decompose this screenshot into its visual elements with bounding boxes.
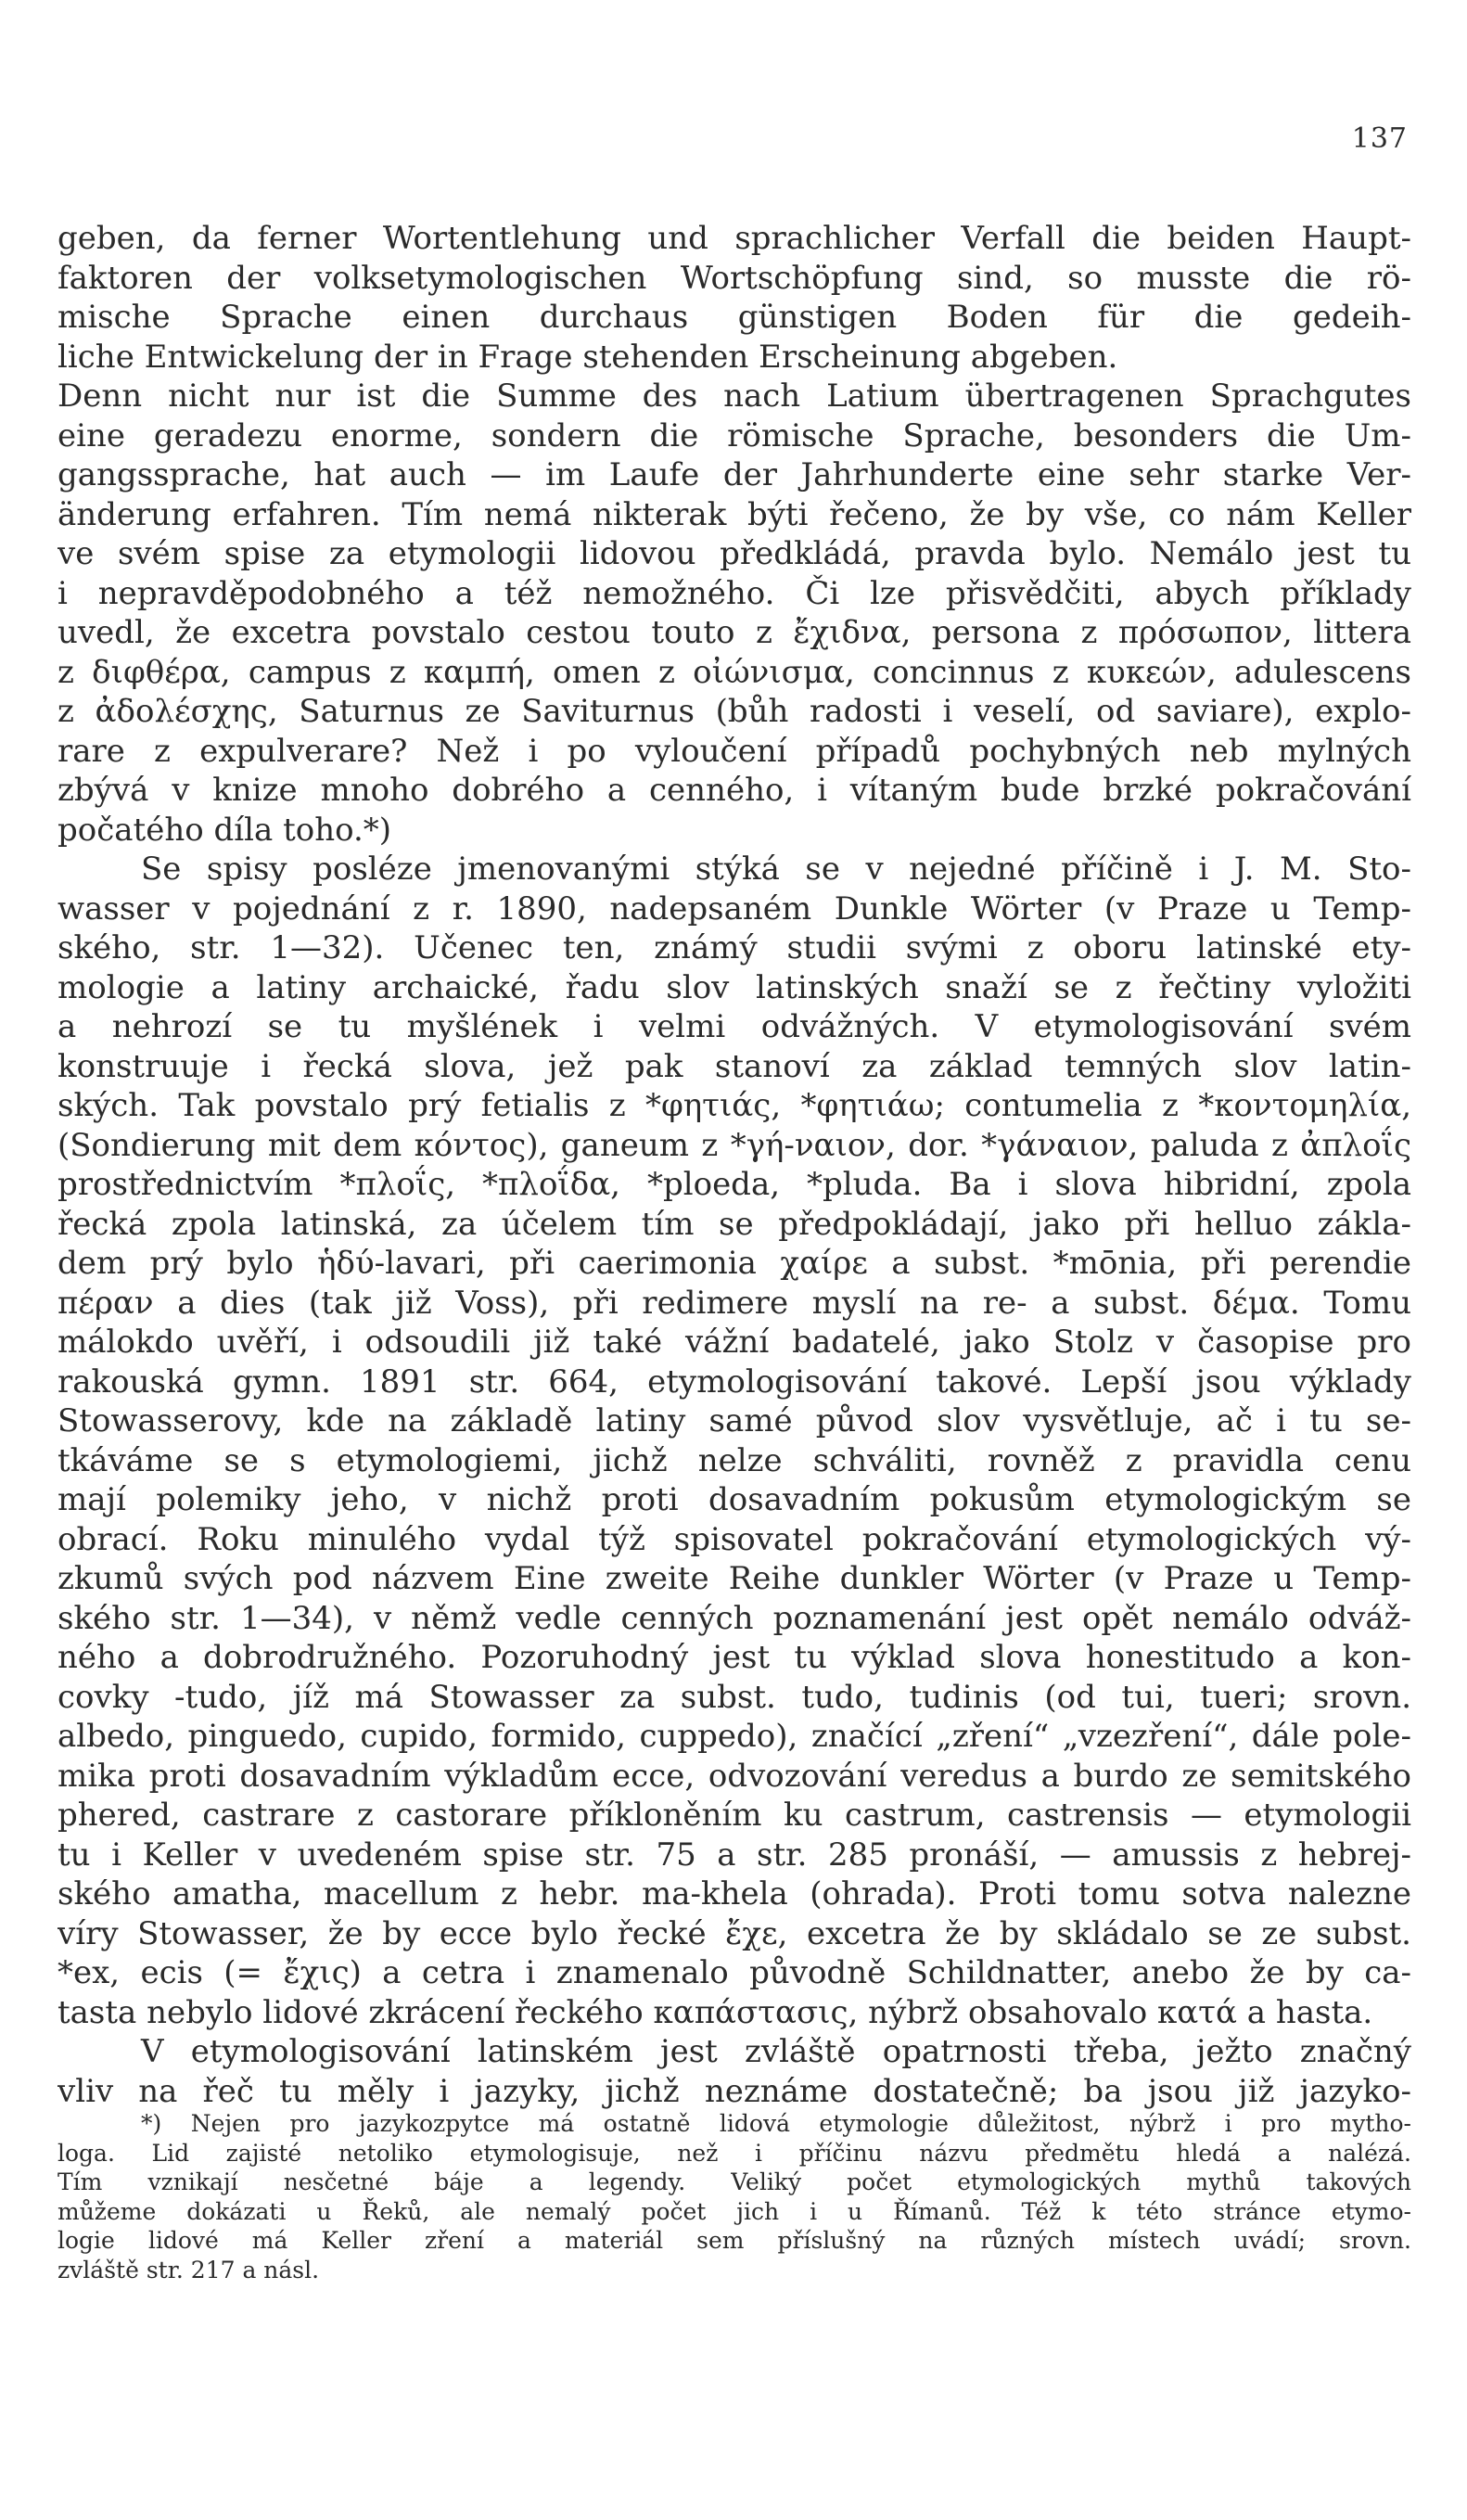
text-line: eine geradezu enorme, sondern die römische Sprache, besonders die Um- [57, 416, 1411, 454]
text-line: rare z expulverare? Než i po vyloučení případů pochybných neb mylných [57, 732, 1411, 770]
text-line: uvedl, že excetra povstalo cestou touto z ἔχιδνα, persona z πρόσωπον, littera [57, 614, 1411, 651]
text-line: geben, da ferner Wortentlehung und sprachlicher Verfall die beiden Haupt- [57, 220, 1411, 257]
text-line: ského amatha, macellum z hebr. ma-khela (ohrada). Proti tomu sotva nalezne [57, 1875, 1411, 1912]
text-line: prostřednictvím *πλοΐς, *πλοΐδα, *ploeda, *pluda. Ba i slova hibridní, zpola [57, 1166, 1411, 1203]
text-line: vliv na řeč tu měly i jazyky, jichž neznáme dostatečně; ba jsou již jazyko- [57, 2072, 1411, 2110]
text-line: konstruuje i řecká slova, jež pak stanoví za základ temných slov latin- [57, 1047, 1411, 1085]
footnote-line: loga. Lid zajisté netoliko etymologisuje, než i příčinu názvu předmětu hledá a nalézá. [57, 2139, 1411, 2167]
text-line: V etymologisování latinském jest zvláště opatrnosti třeba, ježto značný [141, 2033, 1411, 2070]
footnote [57, 2109, 1411, 2284]
text-line: phered, castrare z castorare příkloněním ku castrum, castrensis — etymologii [57, 1797, 1411, 1834]
text-line: mají polemiky jeho, v nichž proti dosavadním pokusům etymologickým se [57, 1481, 1411, 1518]
text-line: ských. Tak povstalo prý fetialis z *φητιάς, *φητιάω; contumelia z *κοντομηλία, [57, 1087, 1411, 1124]
text-line: gangssprache, hat auch — im Laufe der Jahrhunderte eine sehr starke Ver- [57, 456, 1411, 493]
text-line: tu i Keller v uvedeném spise str. 75 a str. 285 pronáší, — amussis z hebrej- [57, 1836, 1411, 1874]
body-text [57, 219, 1411, 2111]
text-line: *ex, ecis (= ἔχις) a cetra i znamenalo původně Schildnatter, anebo že by ca- [57, 1954, 1411, 1991]
text-line: (Sondierung mit dem κόντος), ganeum z *γή-ναιον, dor. *γάναιον, paluda z ἀπλοΐς [57, 1126, 1411, 1164]
text-line: ve svém spise za etymologii lidovou předkládá, pravda bylo. Nemálo jest tu [57, 535, 1411, 572]
text-line: Stowasserovy, kde na základě latiny samé původ slov vysvětluje, ač i tu se- [57, 1402, 1411, 1439]
text-line: Se spisy posléze jmenovanými stýká se v nejedné příčině i J. M. Sto- [141, 851, 1411, 888]
text-line: řecká zpola latinská, za účelem tím se předpokládají, jako při helluo zákla- [57, 1205, 1411, 1243]
text-line: rakouská gymn. 1891 str. 664, etymologisování takové. Lepší jsou výklady [57, 1362, 1411, 1401]
text-line: liche Entwickelung der in Frage stehenden Erscheinung abgeben. [57, 338, 1118, 376]
text-line: z ἀδολέσχης, Saturnus ze Saviturnus (bůh radosti i veselí, od saviare), explo- [57, 693, 1411, 730]
text-line: ského, str. 1—32). Učenec ten, známý studii svými z oboru latinské ety- [57, 929, 1411, 966]
text-line: mologie a latiny archaické, řadu slov latinských snaží se z řečtiny vyložiti [57, 968, 1411, 1006]
text-line: i nepravděpodobného a též nemožného. Či lze přisvědčiti, abych příklady [57, 574, 1411, 612]
footnote-line: logie lidové má Keller zření a materiál sem příslušný na různých místech uvádí; srovn. [57, 2227, 1411, 2254]
text-line: víry Stowasser, že by ecce bylo řecké ἔχε, excetra že by skládalo se ze subst. [57, 1914, 1411, 1952]
text-line: faktoren der volksetymologischen Wortschöpfung sind, so musste die rö- [57, 259, 1411, 297]
footnote-line: můžeme dokázati u Řeků, ale nemalý počet jich i u Římanů. Též k této stránce etymo- [57, 2197, 1411, 2225]
text-line: málokdo uvěří, i odsoudili již také vážní badatelé, jako Stolz v časopise pro [57, 1324, 1411, 1361]
text-line: dem prý bylo ἡδύ-lavari, při caerimonia χαίρε a subst. *mōnia, při perendie [57, 1245, 1411, 1282]
text-line: covky -tudo, jíž má Stowasser za subst. tudo, tudinis (od tui, tueri; srovn. [57, 1678, 1411, 1716]
text-line: albedo, pinguedo, cupido, formido, cuppedo), značící „zření“ „vzezření“, dále pole- [57, 1718, 1411, 1755]
text-line: zkumů svých pod názvem Eine zweite Reihe dunkler Wörter (v Praze u Temp- [57, 1560, 1411, 1597]
text-line: tkáváme se s etymologiemi, jichž nelze schváliti, rovněž z pravidla cenu [57, 1441, 1411, 1479]
text-line: πέραν a dies (tak již Voss), při redimere myslí na re- a subst. δέμα. Tomu [57, 1284, 1411, 1322]
footnote-line: zvláště str. 217 a násl. [57, 2256, 320, 2283]
text-line: tasta nebylo lidové zkrácení řeckého καπάστασις, nýbrž obsahovalo κατά a hasta. [57, 1993, 1373, 2031]
text-line: z διφθέρα, campus z καμπή, omen z οἰώνισμα, concinnus z κυκεών, adulescens [57, 653, 1411, 691]
text-line: a nehrozí se tu myšlének i velmi odvážných. V etymologisování svém [57, 1008, 1411, 1045]
text-line: obrací. Roku minulého vydal týž spisovatel pokračování etymologických vý- [57, 1520, 1411, 1558]
text-line: Denn nicht nur ist die Summe des nach Latium übertragenen Sprachgutes [57, 377, 1411, 415]
text-line: ského str. 1—34), v němž vedle cenných poznamenání jest opět nemálo odváž- [57, 1599, 1411, 1637]
page-number: 137 [1351, 122, 1408, 155]
text-line: wasser v pojednání z r. 1890, nadepsaném Dunkle Wörter (v Praze u Temp- [57, 889, 1411, 927]
text-line: änderung erfahren. Tím nemá nikterak býti řečeno, že by vše, co nám Keller [57, 495, 1411, 533]
footnote-line: *) Nejen pro jazykozpytce má ostatně lidová etymologie důležitost, nýbrž i pro mytho- [141, 2110, 1411, 2137]
text-line: mika proti dosavadním výkladům ecce, odvozování veredus a burdo ze semitského [57, 1757, 1411, 1795]
text-line: ného a dobrodružného. Pozoruhodný jest tu výklad slova honestitudo a kon- [57, 1639, 1411, 1676]
footnote-line: Tím vznikají nesčetné báje a legendy. Veliký počet etymologických mythů takových [57, 2168, 1411, 2195]
text-line: počatého díla toho.*) [57, 811, 392, 849]
text-line: zbývá v knize mnoho dobrého a cenného, i vítaným bude brzké pokračování [57, 772, 1411, 809]
text-line: mische Sprache einen durchaus günstigen Boden für die gedeih- [57, 299, 1411, 336]
